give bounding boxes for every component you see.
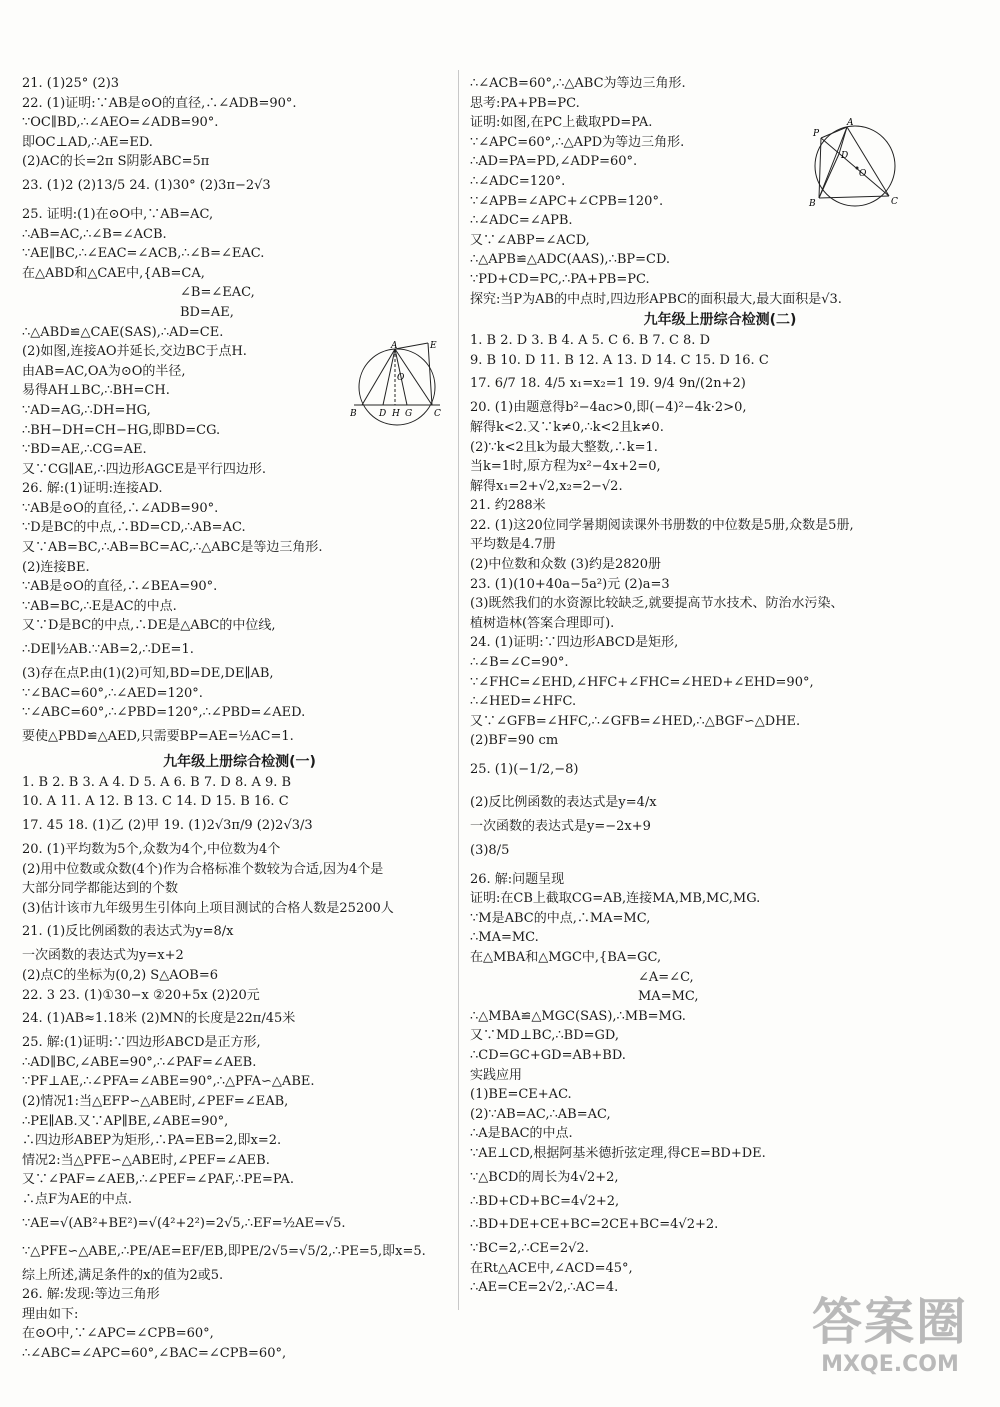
text-line: ∴点F为AE的中点.	[22, 1191, 133, 1207]
text-line: ∵AB是⊙O的直径,∴∠BEA=90°.	[22, 579, 218, 595]
text-line: 9. B 10. D 11. B 12. A 13. D 14. C 15. D 16. C	[470, 352, 769, 368]
text-line: ∵AB=BC,∴E是AC的中点.	[22, 598, 177, 614]
text-line: ∴PE∥AB.又∵AP∥BE,∠ABE=90°,	[22, 1113, 229, 1129]
text-line: (2)∵k<2且k为最大整数,∴k=1.	[470, 439, 658, 455]
text-line: ∴A是BAC的中点.	[470, 1126, 573, 1142]
text-line: 一次函数的表达式是y=−2x+9	[470, 819, 651, 834]
text-line: 17. 6/7 18. 4/5 x₁=x₂=1 19. 9/4 9n/(2n+2)	[470, 376, 746, 392]
text-line: (2)反比例函数的表达式是y=4/x	[470, 795, 657, 810]
text-line: (2)如图,连接AO并延长,交边BC于点H.	[22, 344, 247, 360]
text-line: (3)存在点P.由(1)(2)可知,BD=DE,DE∥AB,	[22, 666, 274, 682]
text-line: 24. (1)证明:∵四边形ABCD是矩形,	[470, 635, 679, 651]
text-line: 20. (1)由题意得b²−4ac>0,即(−4)²−4k·2>0,	[470, 400, 747, 416]
text-line: ∴∠ACB=60°,∴△ABC为等边三角形.	[470, 76, 686, 91]
text-line: 又∵AB=BC,∴AB=BC=AC,∴△ABC是等边三角形.	[22, 540, 323, 556]
label-b: B	[350, 409, 357, 419]
text-line: 又∵∠PAF=∠AEB,∴∠PEF=∠PAF,∴PE=PA.	[22, 1172, 294, 1188]
label-d: D	[379, 409, 387, 419]
label-b: B	[809, 199, 816, 209]
text-line: 易得AH⊥BC,∴BH=CH.	[22, 383, 170, 399]
text-line: 植树造林(答案合理即可).	[470, 615, 615, 631]
text-line: 又∵∠GFB=∠HFC,∴∠GFB=∠HED,∴△BGF∽△DHE.	[470, 713, 801, 729]
text-line: 即OC⊥AD,∴AE=ED.	[22, 134, 153, 150]
text-line: ∵∠BAC=60°,∴∠AED=120°.	[22, 685, 203, 701]
text-line: ∴∠ADC=120°.	[470, 173, 566, 189]
text-line: (2)用中位数或众数(4个)作为合格标准个数较为合适,因为4个是	[22, 861, 384, 877]
text-line: 要使△PBD≌△AED,只需要BP=AE=½AC=1.	[22, 728, 294, 744]
section-title: 九年级上册综合检测(二)	[643, 312, 797, 329]
text-line: ∴DE∥½AB.∵AB=2,∴DE=1.	[22, 642, 194, 658]
label-o: O	[397, 373, 405, 383]
text-line: 在△ABD和△CAE中,{AB=CA,	[22, 265, 205, 281]
text-line: (2)中位数和众数 (3)约是2820册	[470, 557, 662, 573]
text-line: 在⊙O中,∵∠APC=∠CPB=60°,	[22, 1326, 214, 1342]
text-line: 又∵CG∥AE,∴四边形AGCE是平行四边形.	[22, 461, 266, 477]
text-line: ∴△ABD≌△CAE(SAS),∴AD=CE.	[22, 324, 224, 340]
text-line: (2)点C的坐标为(0,2) S△AOB=6	[22, 967, 218, 983]
segment-ec	[428, 343, 432, 405]
watermark-url: MXQE.COM	[821, 1352, 959, 1377]
text-line: 24. (1)AB≈1.18米 (2)MN的长度是22π/45米	[22, 1011, 296, 1027]
text-line: ∵AD=AG,∴DH=HG,	[22, 402, 151, 418]
segment-ab	[362, 349, 395, 405]
text-line: 1. B 2. B 3. A 4. D 5. A 6. B 7. D 8. A 9. B	[22, 774, 292, 790]
text-line: ∵AE∥BC,∴∠EAC=∠ACB,∴∠B=∠EAC.	[22, 246, 265, 262]
label-h: H	[392, 409, 400, 419]
label-a: A	[391, 341, 398, 351]
text-line: 探究:当P为AB的中点时,四边形APBC的面积最大,最大面积是√3.	[470, 291, 842, 307]
label-p: P	[813, 129, 820, 139]
text-line: 23. (1)2 (2)13/5 24. (1)30° (2)3π−2√3	[22, 177, 271, 193]
text-line: (2)BF=90 cm	[470, 733, 559, 749]
text-line: ∠B=∠EAC,	[180, 285, 255, 301]
text-line: 26. 解:发现:等边三角形	[22, 1287, 160, 1303]
text-line: 1. B 2. D 3. B 4. A 5. C 6. B 7. C 8. D	[470, 333, 710, 349]
text-line: 21. (1)反比例函数的表达式为y=8/x	[22, 924, 234, 940]
label-e: E	[430, 341, 437, 351]
text-line: ∵∠APC=60°,∴△APD为等边三角形.	[470, 134, 685, 150]
text-line: ∵∠ABC=60°,∴∠PBD=120°,∴∠PBD=∠AED.	[22, 705, 306, 721]
text-line: ∴AE=CE=2√2,∴AC=4.	[470, 1280, 619, 1296]
text-line: 23. (1)(10+40a−5a²)元 (2)a=3	[470, 576, 670, 592]
text-line: (3)估计该市九年级男生引体向上项目测试的合格人数是25200人	[22, 900, 394, 916]
segment-db	[819, 154, 839, 198]
text-line: 26. 解:(1)证明:连接AD.	[22, 481, 163, 497]
text-line: (3)8/5	[470, 842, 510, 858]
text-line: 实践应用	[470, 1067, 523, 1083]
text-line: ∵PF⊥AE,∴∠PFA=∠ABE=90°,∴△PFA∽△ABE.	[22, 1074, 315, 1090]
text-line: 综上所述,满足条件的x的值为2或5.	[22, 1267, 224, 1283]
text-line: ∴MA=MC.	[470, 930, 539, 946]
text-line: 解得x₁=2+√2,x₂=2−√2.	[470, 478, 623, 494]
text-line: ∴四边形ABEP为矩形,∴PA=EB=2,即x=2.	[22, 1133, 282, 1149]
label-d: D	[841, 151, 849, 161]
text-line: 又∵∠ABP=∠ACD,	[470, 232, 590, 248]
text-line: (2)∵AB=AC,∴AB=AC,	[470, 1106, 611, 1122]
text-line: 25. 解:(1)证明:∵四边形ABCD是正方形,	[22, 1035, 261, 1051]
text-line: ∵BD=AE,∴CG=AE.	[22, 442, 147, 458]
text-line: ∵PD+CD=PC,∴PA+PB=PC.	[470, 271, 650, 287]
text-line: ∴BD+DE+CE+BC=2CE+BC=4√2+2.	[470, 1217, 719, 1233]
segment-ab	[819, 127, 847, 198]
text-line: ∴AD∥BC,∠ABE=90°,∴∠PAF=∠AEB.	[22, 1054, 257, 1070]
text-line: ∴BH−DH=CH−HG,即BD=CG.	[22, 422, 221, 438]
text-line: 25. (1)(−1/2,−8)	[470, 762, 579, 777]
right-column	[470, 74, 970, 1298]
label-c: C	[434, 409, 441, 419]
text-line: ∴∠ABC=∠APC=60°,∠BAC=∠CPB=60°,	[22, 1345, 287, 1361]
circle-figure-left	[350, 340, 445, 435]
text-line: ∵∠FHC=∠EHD,∠HFC+∠FHC=∠HED+∠EHD=90°,	[470, 674, 814, 690]
text-line: ∴△MBA≌△MGC(SAS),∴MB=MG.	[470, 1008, 686, 1024]
text-line: 22. (1)证明:∵AB是⊙O的直径,∴∠ADB=90°.	[22, 95, 297, 111]
watermark	[790, 1294, 990, 1389]
text-line: 由AB=AC,OA为⊙O的半径,	[22, 363, 186, 379]
text-line: (2)AC的长=2π S阴影ABC=5π	[22, 154, 210, 170]
text-line: 思考:PA+PB=PC.	[470, 95, 580, 111]
text-line: ∴CD=GC+GD=AB+BD.	[470, 1047, 626, 1063]
text-line: 一次函数的表达式为y=x+2	[22, 948, 184, 964]
text-line: 证明:如图,在PC上截取PD=PA.	[470, 115, 653, 131]
text-line: (1)BE=CE+AC.	[470, 1087, 572, 1103]
text-line: 大部分同学都能达到的个数	[22, 881, 179, 897]
text-line: ∴△APB≌△ADC(AAS),∴BP=CD.	[470, 252, 671, 268]
segment-ae	[395, 343, 428, 349]
text-line: 17. 45 18. (1)乙 (2)甲 19. (1)2√3π/9 (2)2√3/3	[22, 818, 313, 833]
watermark-logo: 答案圈	[812, 1293, 968, 1351]
text-line: 又∵D是BC的中点,∴DE是△ABC的中位线,	[22, 618, 276, 634]
text-line: ∵△PFE∽△ABE,∴PE/AE=EF/EB,即PE/2√5=√5/2,∴PE=5,即x=5.	[22, 1243, 426, 1259]
label-g: G	[405, 409, 413, 419]
text-line: (2)连接BE.	[22, 559, 90, 575]
text-line: (3)既然我们的水资源比较缺乏,就要提高节水技术、防治水污染、	[470, 596, 844, 612]
text-line: ∵AE⊥CD,根据阿基米德折弦定理,得CE=BD+DE.	[470, 1145, 766, 1161]
text-line: ∴∠B=∠C=90°.	[470, 655, 569, 671]
circle-figure-right	[805, 118, 905, 213]
text-line: 在△MBA和△MGC中,{BA=GC,	[470, 949, 662, 965]
text-line: 21. 约288米	[470, 498, 546, 514]
text-line: ∵AB是⊙O的直径,∴∠ADB=90°.	[22, 500, 219, 516]
text-line: 26. 解:问题呈现	[470, 871, 565, 887]
label-o: O	[859, 169, 867, 179]
text-line: 25. 证明:(1)在⊙O中,∵AB=AC,	[22, 206, 214, 222]
text-line: 21. (1)25° (2)3	[22, 76, 120, 91]
text-line: 22. 3 23. (1)①30−x ②20+5x (2)20元	[22, 987, 260, 1003]
label-c: C	[891, 197, 898, 207]
text-line: 在Rt△ACE中,∠ACD=45°,	[470, 1260, 633, 1276]
text-line: 22. (1)这20位同学暑期阅读课外书册数的中位数是5册,众数是5册,	[470, 517, 854, 533]
text-line: ∵BC=2,∴CE=2√2.	[470, 1241, 589, 1257]
segment-ad	[839, 127, 847, 154]
text-line: BD=AE,	[180, 304, 234, 320]
text-line: ∵△BCD的周长为4√2+2,	[470, 1169, 619, 1185]
text-line: 当k=1时,原方程为x²−4x+2=0,	[470, 459, 661, 475]
column-divider	[458, 70, 459, 1310]
text-line: (2)情况1:当△EFP∽△ABE时,∠PEF=∠EAB,	[22, 1093, 289, 1109]
left-column	[22, 74, 457, 1363]
circle	[815, 126, 895, 206]
text-line: ∵D是BC的中点,∴BD=CD,∴AB=AC.	[22, 520, 246, 536]
text-line: ∴∠ADC=∠APB.	[470, 213, 573, 229]
text-line: ∠A=∠C,	[638, 969, 694, 985]
text-line: 情况2:当△PFE∽△ABE时,∠PEF=∠AEB.	[22, 1152, 270, 1168]
text-line: ∵AE=√(AB²+BE²)=√(4²+2²)=2√5,∴EF=½AE=√5.	[22, 1215, 346, 1231]
text-line: ∴BD+CD+BC=4√2+2,	[470, 1193, 620, 1209]
text-line: 证明:在CB上截取CG=AB,连接MA,MB,MC,MG.	[470, 891, 761, 907]
text-line: ∵∠APB=∠APC+∠CPB=120°.	[470, 193, 664, 209]
text-line: ∵M是ABC的中点,∴MA=MC,	[470, 910, 651, 926]
text-line: ∴AD=PA=PD,∠ADP=60°.	[470, 154, 638, 170]
text-line: 20. (1)平均数为5个,众数为4个,中位数为4个	[22, 842, 281, 857]
text-line: 平均数是4.7册	[470, 537, 556, 553]
text-line: 理由如下:	[22, 1306, 79, 1322]
text-line: ∴∠HED=∠HFC.	[470, 694, 577, 710]
section-title: 九年级上册综合检测(一)	[163, 753, 316, 770]
text-line: 解得k<2.又∵k≠0,∴k<2且k≠0.	[470, 419, 664, 435]
text-line: MA=MC,	[638, 989, 699, 1005]
text-line: ∴AB=AC,∴∠B=∠ACB.	[22, 226, 167, 242]
segment-ad	[383, 349, 395, 405]
text-line: ∵OC∥BD,∴∠AEO=∠ADB=90°.	[22, 115, 219, 131]
text-line: 10. A 11. A 12. B 13. C 14. D 15. B 16. C	[22, 794, 289, 810]
text-line: 又∵MD⊥BC,∴BD=GD,	[470, 1028, 619, 1044]
label-a: A	[847, 118, 854, 128]
